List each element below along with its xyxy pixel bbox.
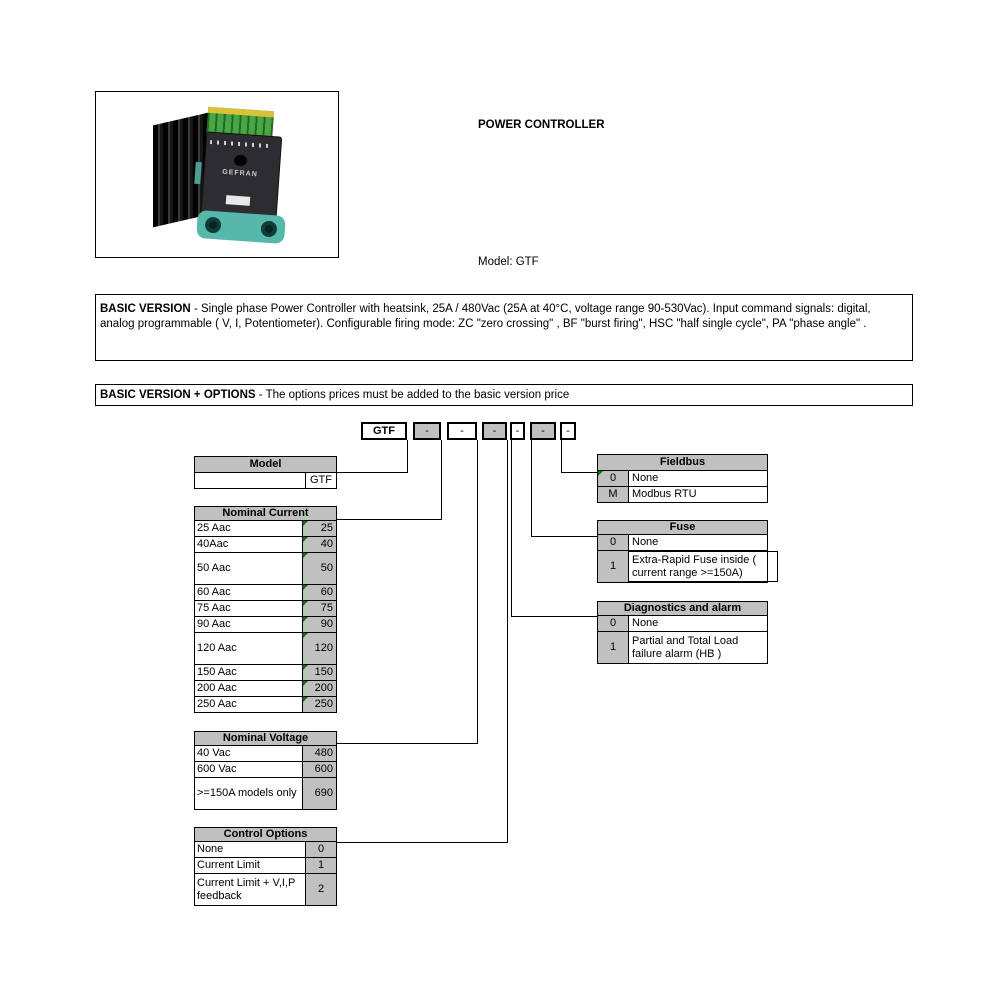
connector-line [337, 472, 408, 473]
page-title: POWER CONTROLLER [478, 119, 605, 131]
order-code-box: - [530, 422, 556, 440]
table-row [598, 616, 767, 632]
option-code: 690 [303, 778, 336, 809]
model-label: Model: GTF [478, 256, 539, 268]
product-image [95, 91, 339, 258]
option-marker-icon [303, 585, 308, 590]
option-code: 250 [303, 697, 336, 712]
option-label: 60 Aac [195, 585, 303, 600]
options-banner [95, 384, 913, 406]
table-row [195, 746, 336, 762]
option-code: 1 [598, 632, 629, 663]
table-header: Nominal Current [195, 507, 336, 521]
option-code: 50 [303, 553, 336, 584]
basic-version-description: - Single phase Power Controller with heatsink, 25A / 480Vac (25A at 40°C, voltage range 90-530Vac). Input command signals: digital, analog programmable ( V, I, Potentiometer). Configurable firing mode: ZC "zero crossing" , BF "burst firing", HSC "half single cycle", PA "phase angle" . [100, 303, 871, 330]
option-code: 0 [598, 616, 629, 631]
table-row [195, 858, 336, 874]
option-marker-icon [303, 601, 308, 606]
control-options-table [194, 827, 337, 906]
nominal-current-table [194, 506, 337, 713]
option-code: 150 [303, 665, 336, 680]
option-label: 50 Aac [195, 553, 303, 584]
option-code: 1 [306, 858, 336, 873]
option-label: 90 Aac [195, 617, 303, 632]
table-row [598, 632, 767, 663]
option-code: 2 [306, 874, 336, 905]
table-row [195, 537, 336, 553]
table-row [195, 601, 336, 617]
connector-line [531, 440, 532, 537]
panel-label-illustration [226, 195, 251, 206]
table-header: Control Options [195, 828, 336, 842]
table-row [195, 521, 336, 537]
options-banner-title: BASIC VERSION + OPTIONS [100, 389, 256, 401]
screw-icon [260, 220, 277, 237]
option-code: 0 [306, 842, 336, 857]
table-row [195, 762, 336, 778]
option-code: GTF [306, 473, 336, 488]
connector-line [531, 536, 597, 537]
connector-line [337, 743, 478, 744]
option-label: 25 Aac [195, 521, 303, 536]
option-code: 480 [303, 746, 336, 761]
table-row [598, 487, 767, 502]
basic-version-banner [95, 294, 913, 361]
option-label: Modbus RTU [629, 487, 767, 502]
option-label: None [629, 535, 767, 550]
option-code: 60 [303, 585, 336, 600]
brand-label: GEFRAN [222, 168, 258, 179]
option-marker-icon [303, 521, 308, 526]
table-header: Diagnostics and alarm [598, 602, 767, 616]
connector-line [561, 440, 562, 473]
connector-line [337, 842, 508, 843]
connector-line [407, 440, 408, 473]
connector-line [441, 440, 442, 520]
table-row [598, 471, 767, 487]
option-label: None [629, 471, 767, 486]
option-code: 600 [303, 762, 336, 777]
fieldbus-table [597, 454, 768, 503]
option-code: 1 [598, 551, 629, 582]
order-code-box: GTF [361, 422, 407, 440]
option-code: 90 [303, 617, 336, 632]
option-label: 75 Aac [195, 601, 303, 616]
options-banner-description: - The options prices must be added to the basic version price [255, 389, 570, 401]
option-label [195, 473, 306, 488]
diagnostics-table [597, 601, 768, 664]
option-label: 250 Aac [195, 697, 303, 712]
table-row [598, 535, 767, 551]
option-label: None [629, 616, 767, 631]
option-code: 200 [303, 681, 336, 696]
table-row [195, 778, 336, 809]
option-label: 40Aac [195, 537, 303, 552]
model-table [194, 456, 337, 489]
option-label: 120 Aac [195, 633, 303, 664]
option-code: 25 [303, 521, 336, 536]
order-code-box: - [482, 422, 507, 440]
table-header: Nominal Voltage [195, 732, 336, 746]
option-label: 150 Aac [195, 665, 303, 680]
option-marker-icon [598, 471, 603, 476]
connector-line [507, 440, 508, 843]
option-code: 120 [303, 633, 336, 664]
option-label: 200 Aac [195, 681, 303, 696]
connector-line [511, 440, 512, 617]
table-row [195, 633, 336, 665]
option-marker-icon [303, 553, 308, 558]
order-code-box: - [447, 422, 477, 440]
option-code: 40 [303, 537, 336, 552]
option-label: 40 Vac [195, 746, 303, 761]
order-code-box: - [510, 422, 525, 440]
table-row [195, 697, 336, 712]
option-code: 0 [598, 535, 629, 550]
table-row [195, 585, 336, 601]
table-header: Fieldbus [598, 455, 767, 471]
connector-line [511, 616, 597, 617]
bottom-terminal-illustration [196, 210, 286, 244]
table-row [195, 617, 336, 633]
option-label: Current Limit [195, 858, 306, 873]
option-code: 75 [303, 601, 336, 616]
table-row [195, 473, 336, 488]
connector-line [561, 472, 597, 473]
option-label: None [195, 842, 306, 857]
option-code: M [598, 487, 629, 502]
panel-hole-illustration [234, 155, 247, 166]
option-label: >=150A models only [195, 778, 303, 809]
option-label: Extra-Rapid Fuse inside ( current range >=150A) [629, 551, 767, 582]
table-row [195, 842, 336, 858]
option-label: 600 Vac [195, 762, 303, 777]
nominal-voltage-table [194, 731, 337, 810]
connector-line [477, 440, 478, 744]
order-code-box: - [413, 422, 441, 440]
option-code: 0 [598, 471, 629, 486]
fuse-table [597, 520, 768, 583]
connector-line [337, 519, 442, 520]
option-marker-icon [303, 665, 308, 670]
option-marker-icon [303, 633, 308, 638]
option-marker-icon [303, 681, 308, 686]
option-label: Partial and Total Load failure alarm (HB ) [629, 632, 767, 663]
table-row [195, 553, 336, 585]
option-marker-icon [303, 697, 308, 702]
option-marker-icon [303, 617, 308, 622]
table-header: Model [195, 457, 336, 473]
table-row [195, 681, 336, 697]
screw-icon [205, 217, 222, 234]
basic-version-title: BASIC VERSION [100, 303, 191, 315]
table-row [598, 551, 767, 582]
order-code-box: - [560, 422, 576, 440]
option-label: Current Limit + V,I,P feedback [195, 874, 306, 905]
table-row [195, 665, 336, 681]
table-header: Fuse [598, 521, 767, 535]
option-marker-icon [303, 537, 308, 542]
table-row [195, 874, 336, 905]
